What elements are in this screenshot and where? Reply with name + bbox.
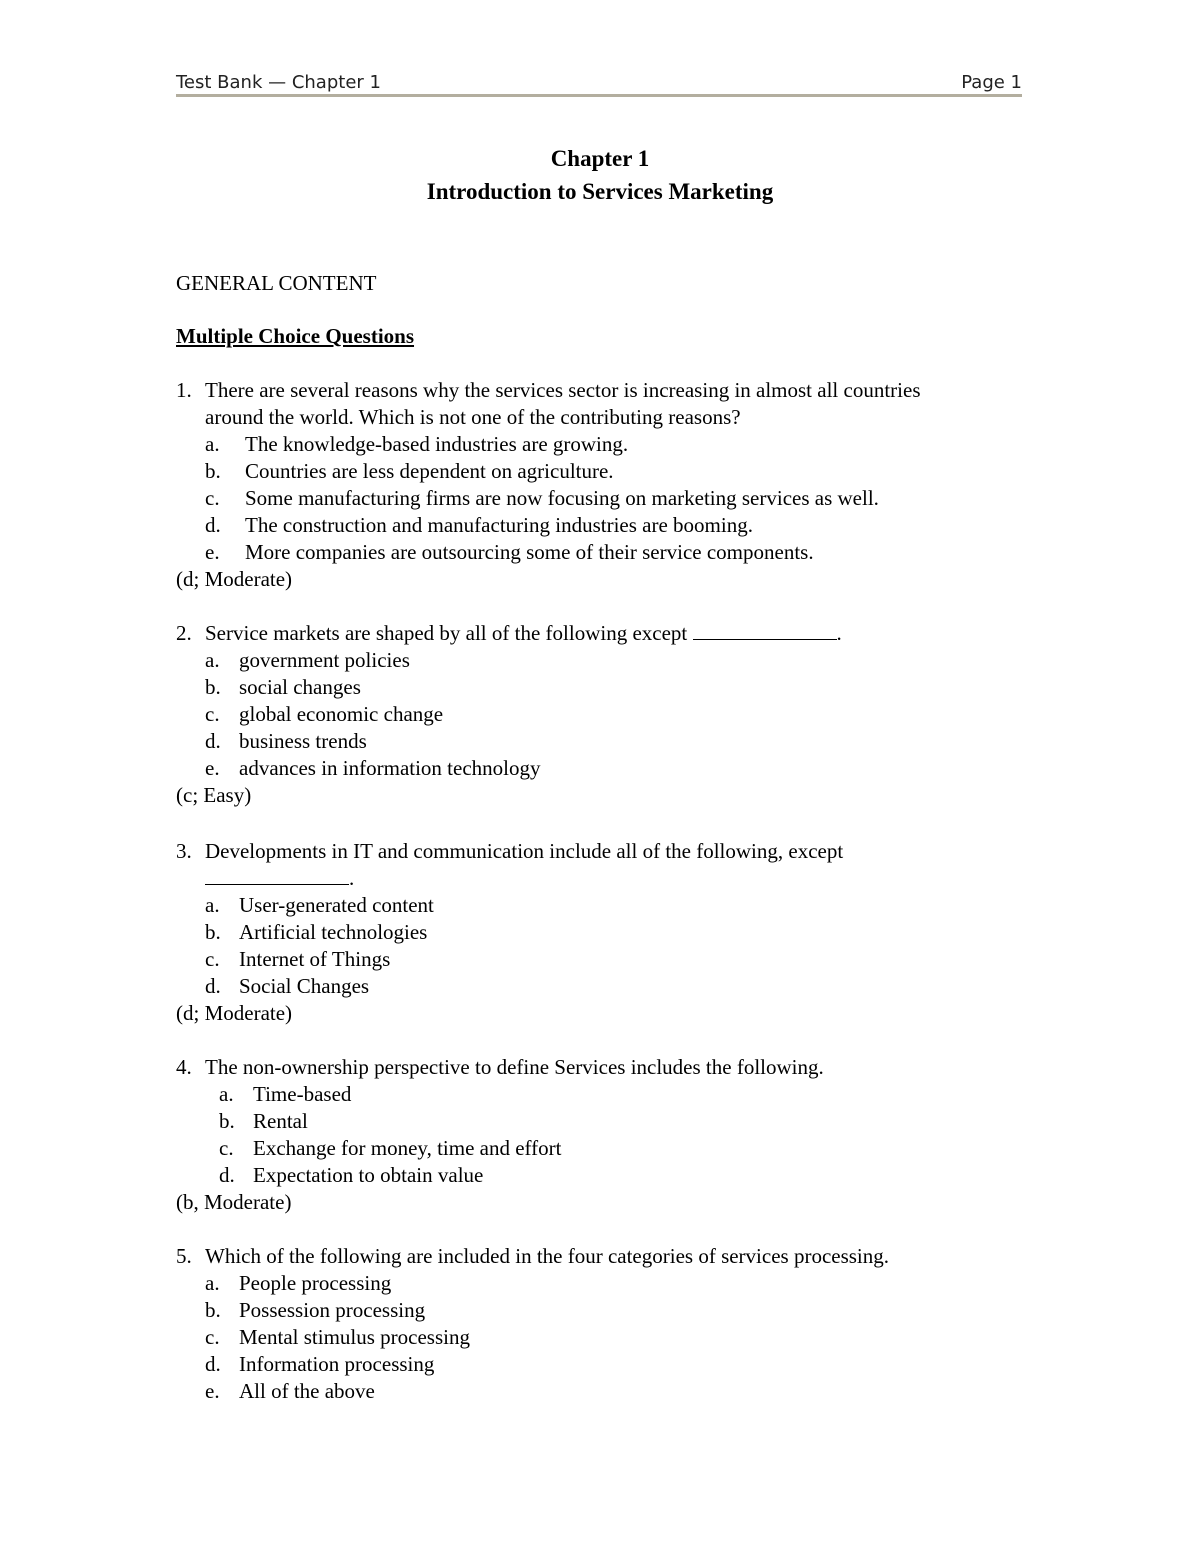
option-text: The knowledge-based industries are growing. [245,432,629,456]
option-letter: a. [205,432,220,456]
option-letter: d. [205,729,221,753]
chapter-number: Chapter 1 [550,146,650,171]
option-text: More companies are outsourcing some of their service components. [245,540,814,564]
option-text: Countries are less dependent on agriculture. [245,459,614,483]
question-number: 2. [176,621,192,645]
option-letter: c. [205,1325,220,1349]
option-text: Social Changes [239,974,370,998]
question-number: 3. [176,839,192,863]
option-letter: c. [219,1136,234,1160]
question-text: The non-ownership perspective to define Services includes the following. [205,1055,824,1079]
question-number: 1. [176,378,192,402]
option-letter: e. [205,1379,220,1403]
answer-key: (d; Moderate) [176,567,293,591]
option-letter: b. [219,1109,235,1133]
option-text: Some manufacturing firms are now focusing on marketing services as well. [245,486,879,510]
question-text-end: . [836,621,842,645]
option-text: government policies [239,648,410,672]
option-letter: d. [205,513,221,537]
option-letter: c. [205,702,220,726]
question-text: Which of the following are included in the four categories of services processing. [205,1244,890,1268]
option-letter: a. [219,1082,234,1106]
header-divider [176,94,1022,97]
option-letter: c. [205,947,220,971]
question-2 [176,620,1036,809]
option-text: People processing [239,1271,392,1295]
option-letter: d. [205,974,221,998]
option-text: Information processing [239,1352,435,1376]
option-letter: d. [219,1163,235,1187]
question-text: Developments in IT and communication include all of the following, except [205,839,844,863]
option-letter: c. [205,486,220,510]
option-letter: a. [205,1271,220,1295]
option-text: Rental [253,1109,308,1133]
option-letter: b. [205,675,221,699]
option-text: Mental stimulus processing [239,1325,470,1349]
answer-blank [693,621,837,640]
option-text: social changes [239,675,361,699]
section-heading: GENERAL CONTENT [176,271,377,295]
page-number: Page 1 [961,72,1022,93]
option-letter: a. [205,893,220,917]
option-letter: e. [205,540,220,564]
option-text: Expectation to obtain value [253,1163,484,1187]
option-text: Artificial technologies [239,920,428,944]
option-letter: b. [205,1298,221,1322]
question-text: Service markets are shaped by all of the following except [205,621,688,645]
question-1 [176,377,1036,593]
question-5 [176,1243,1036,1405]
option-text: The construction and manufacturing industries are booming. [245,513,753,537]
option-text: Possession processing [239,1298,426,1322]
option-letter: a. [205,648,220,672]
option-letter: b. [205,459,221,483]
option-letter: b. [205,920,221,944]
option-text: All of the above [239,1379,375,1403]
question-text: around the world. Which is not one of the contributing reasons? [205,405,741,429]
question-number: 5. [176,1244,192,1268]
chapter-title: Introduction to Services Marketing [426,179,774,204]
subsection-heading: Multiple Choice Questions [176,324,415,348]
answer-key: (b, Moderate) [176,1190,292,1214]
question-text: There are several reasons why the services sector is increasing in almost all countries [205,378,921,402]
option-text: advances in information technology [239,756,541,780]
question-number: 4. [176,1055,192,1079]
option-text: business trends [239,729,367,753]
option-text: User-generated content [239,893,434,917]
question-text-end: . [349,866,355,890]
option-text: Internet of Things [239,947,391,971]
option-text: Time-based [253,1082,352,1106]
option-text: global economic change [239,702,444,726]
question-4 [176,1054,1036,1216]
answer-blank [205,866,349,885]
answer-key: (d; Moderate) [176,1001,293,1025]
answer-key: (c; Easy) [176,783,252,807]
running-header [176,72,1022,94]
header-title: Test Bank — Chapter 1 [176,72,381,93]
option-text: Exchange for money, time and effort [253,1136,562,1160]
option-letter: e. [205,756,220,780]
question-3 [176,838,1036,1027]
option-letter: d. [205,1352,221,1376]
